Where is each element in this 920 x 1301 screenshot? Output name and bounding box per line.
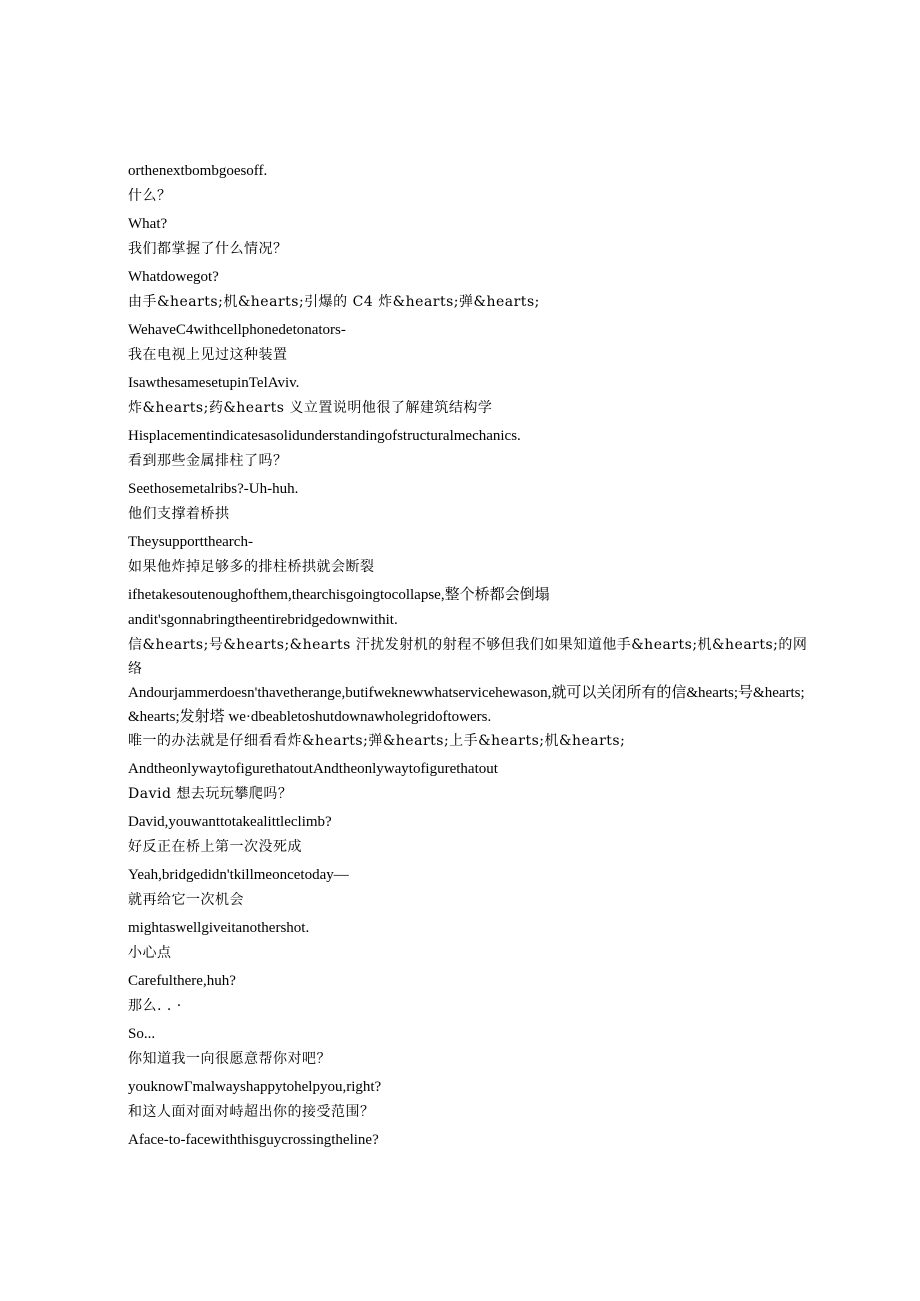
text-line: WehaveC4withcellphonedetonators-: [128, 322, 346, 338]
text-line: 好反正在桥上第一次没死成: [128, 839, 302, 855]
text-line: Hisplacementindicatesasolidunderstandingofstructuralmechanics.: [128, 428, 521, 444]
text-line: Theysupportthearch-: [128, 534, 253, 550]
text-line: 你知道我一向很愿意帮你对吧？: [128, 1051, 331, 1067]
text-line: IsawthesamesetupinTelAviv.: [128, 375, 300, 391]
text-line: youknowΓmalwayshappytohelpyou,right?: [128, 1079, 382, 1095]
text-line: ifhetakesoutenoughofthem,thearchisgoingtocollapse,整个桥都会倒塌: [128, 587, 550, 603]
text-line: 小心点: [128, 945, 172, 961]
text-line: 由手&hearts;机&hearts;引爆的 C4 炸&hearts;弹&hearts;: [128, 294, 540, 310]
text-line: Seethosemetalribs?-Uh-huh.: [128, 481, 299, 497]
text-line: David,youwanttotakealittleclimb?: [128, 814, 332, 830]
text-line: 信&hearts;号&hearts;&hearts 汗扰发射机的射程不够但我们如果知道他手&hearts;机&hearts;的网络: [128, 637, 808, 677]
text-line: So...: [128, 1026, 156, 1042]
text-line: 就再给它一次机会: [128, 892, 244, 908]
text-line: orthenextbombgoesoff.: [128, 163, 268, 179]
text-line: 看到那些金属排柱了吗？: [128, 453, 288, 469]
text-line: 那么. . ·: [128, 998, 182, 1014]
text-line: 我们都掌握了什么情况？: [128, 241, 288, 257]
text-line: David 想去玩玩攀爬吗？: [128, 786, 293, 802]
text-line: mightaswellgiveitanothershot.: [128, 920, 310, 936]
text-line: Carefulthere,huh?: [128, 973, 236, 989]
text-line: andit'sgonnabringtheentirebridgedownwithit.: [128, 612, 398, 628]
text-line: 什么？: [128, 188, 172, 204]
text-line: 唯一的办法就是仔细看看炸&hearts;弹&hearts;上手&hearts;机&hearts;: [128, 733, 626, 749]
document-page: [128, 159, 808, 1153]
text-line: 和这人面对面对峙超出你的接受范围？: [128, 1104, 375, 1120]
text-line: 我在电视上见过这种装置: [128, 347, 288, 363]
text-line: 如果他炸掉足够多的排柱桥拱就会断裂: [128, 559, 375, 575]
text-line: 他们支撑着桥拱: [128, 506, 230, 522]
text-line: Aface-to-facewiththisguycrossingtheline?: [128, 1132, 379, 1148]
text-line: AndtheonlywaytofigurethatoutAndtheonlywaytofigurethatout: [128, 761, 498, 777]
text-line: What?: [128, 216, 168, 232]
text-line: 炸&hearts;药&hearts 义立置说明他很了解建筑结构学: [128, 400, 493, 416]
text-line: Andourjammerdoesn'thavetherange,butifweknewwhatservicehewason,就可以关闭所有的信&hearts;号&hearts;&hearts;发射塔 we·dbeabletoshutdownawholegridoftowers.: [128, 685, 805, 725]
text-line: Yeah,bridgedidn'tkillmeoncetoday—: [128, 867, 349, 883]
text-line: Whatdowegot?: [128, 269, 219, 285]
